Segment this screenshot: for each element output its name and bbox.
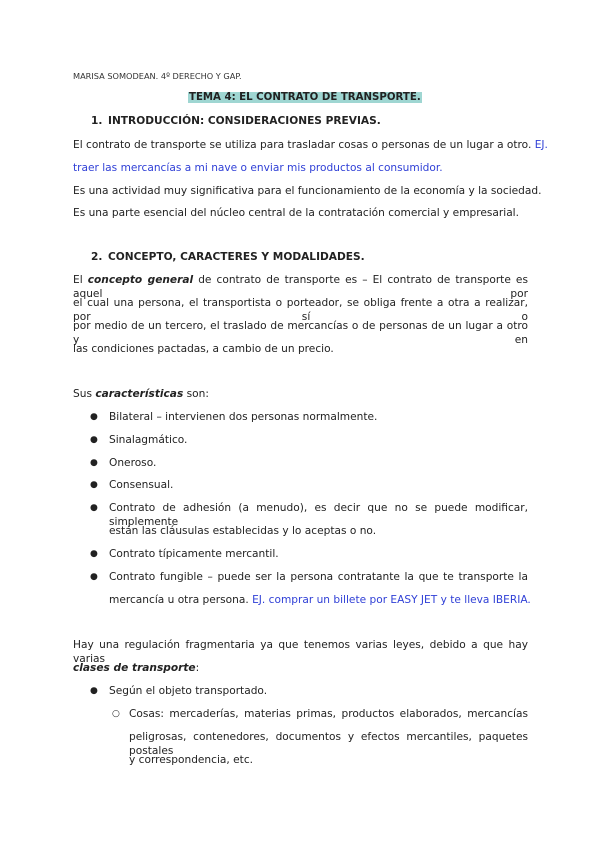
regulation-emphasis: clases de transporte: [73, 662, 196, 674]
char-item-fungible-line-2: [109, 593, 531, 607]
fungible-text: mercancía u otra persona.: [109, 594, 249, 606]
characteristics-intro: [73, 387, 209, 401]
bullet-icon: ●: [90, 435, 98, 445]
char-intro-suffix: son:: [183, 388, 209, 400]
author-header: MARISA SOMODEAN. 4º DERECHO Y GAP.: [73, 71, 242, 81]
section-1-paragraph-1: [73, 138, 548, 152]
definition-line-4: las condiciones pactadas, a cambio de un precio.: [73, 343, 334, 355]
char-item-oneroso: Oneroso.: [109, 457, 157, 469]
document-title: TEMA 4: EL CONTRATO DE TRANSPORTE.: [189, 92, 421, 103]
sub-item-cosas-line-3: y correspondencia, etc.: [129, 754, 254, 766]
definition-prefix: El: [73, 274, 88, 286]
char-item-sinalagmatico: Sinalagmático.: [109, 434, 188, 446]
char-item-fungible-line-1: Contrato fungible – puede ser la persona contratante la que te transporte la: [109, 571, 528, 583]
bullet-icon: ●: [90, 480, 98, 490]
definition-line-3: por medio de un tercero, el traslado de mercancías o de personas de un lugar a otro y en: [73, 320, 528, 346]
sub-item-cosas-line-1: Cosas: mercaderías, materias primas, productos elaborados, mercancías: [129, 708, 528, 720]
section-2-heading: CONCEPTO, CARACTERES Y MODALIDADES.: [108, 251, 365, 263]
char-item-mercantil: Contrato típicamente mercantil.: [109, 548, 279, 560]
bullet-icon: ●: [90, 549, 98, 559]
section-1-number: 1.: [91, 115, 103, 127]
char-item-bilateral: Bilateral – intervienen dos personas normalmente.: [109, 411, 378, 423]
definition-line-2: el cual una persona, el transportista o porteador, se obliga frente a otra a realizar, por sí o: [73, 297, 528, 323]
section-1-paragraph-3: Es una parte esencial del núcleo central de la contratación comercial y empresarial.: [73, 207, 519, 219]
regulation-line-1: Hay una regulación fragmentaria ya que tenemos varias leyes, debido a que hay varias: [73, 639, 528, 665]
char-intro-emphasis: características: [95, 388, 184, 400]
section-1-paragraph-2: Es una actividad muy significativa para el funcionamiento de la economía y la sociedad.: [73, 185, 542, 197]
p1-example-text: traer las mercancías a mi nave o enviar mis productos al consumidor.: [73, 162, 443, 174]
circle-bullet-icon: ○: [112, 709, 120, 719]
fungible-example: EJ. comprar un billete por EASY JET y te lleva IBERIA.: [252, 594, 531, 606]
p1-text: El contrato de transporte se utiliza para trasladar cosas o personas de un lugar a otro.: [73, 139, 532, 151]
bullet-icon: ●: [90, 686, 98, 696]
regulation-colon: :: [195, 662, 200, 674]
section-1-heading: INTRODUCCIÓN: CONSIDERACIONES PREVIAS.: [108, 115, 381, 127]
p1-example-label: EJ.: [534, 139, 548, 151]
bullet-icon: ●: [90, 458, 98, 468]
char-item-adhesion-line-1: Contrato de adhesión (a menudo), es decir que no se puede modificar, simplemente: [109, 502, 528, 528]
bullet-icon: ●: [90, 503, 98, 513]
section-2-number: 2.: [91, 251, 103, 263]
bullet-icon: ●: [90, 572, 98, 582]
char-item-consensual: Consensual.: [109, 479, 174, 491]
class-item-objeto: Según el objeto transportado.: [109, 685, 268, 697]
char-intro-prefix: Sus: [73, 388, 96, 400]
definition-emphasis: concepto general: [87, 274, 194, 286]
regulation-line-2: [73, 661, 199, 675]
bullet-icon: ●: [90, 412, 98, 422]
char-item-adhesion-line-2: están las cláusulas establecidas y lo aceptas o no.: [109, 525, 377, 537]
definition-rest: de contrato de transporte es – El contrato de transporte es aquel por: [73, 274, 528, 300]
sub-item-cosas-line-2: peligrosas, contenedores, documentos y efectos mercantiles, paquetes postales: [129, 731, 528, 757]
